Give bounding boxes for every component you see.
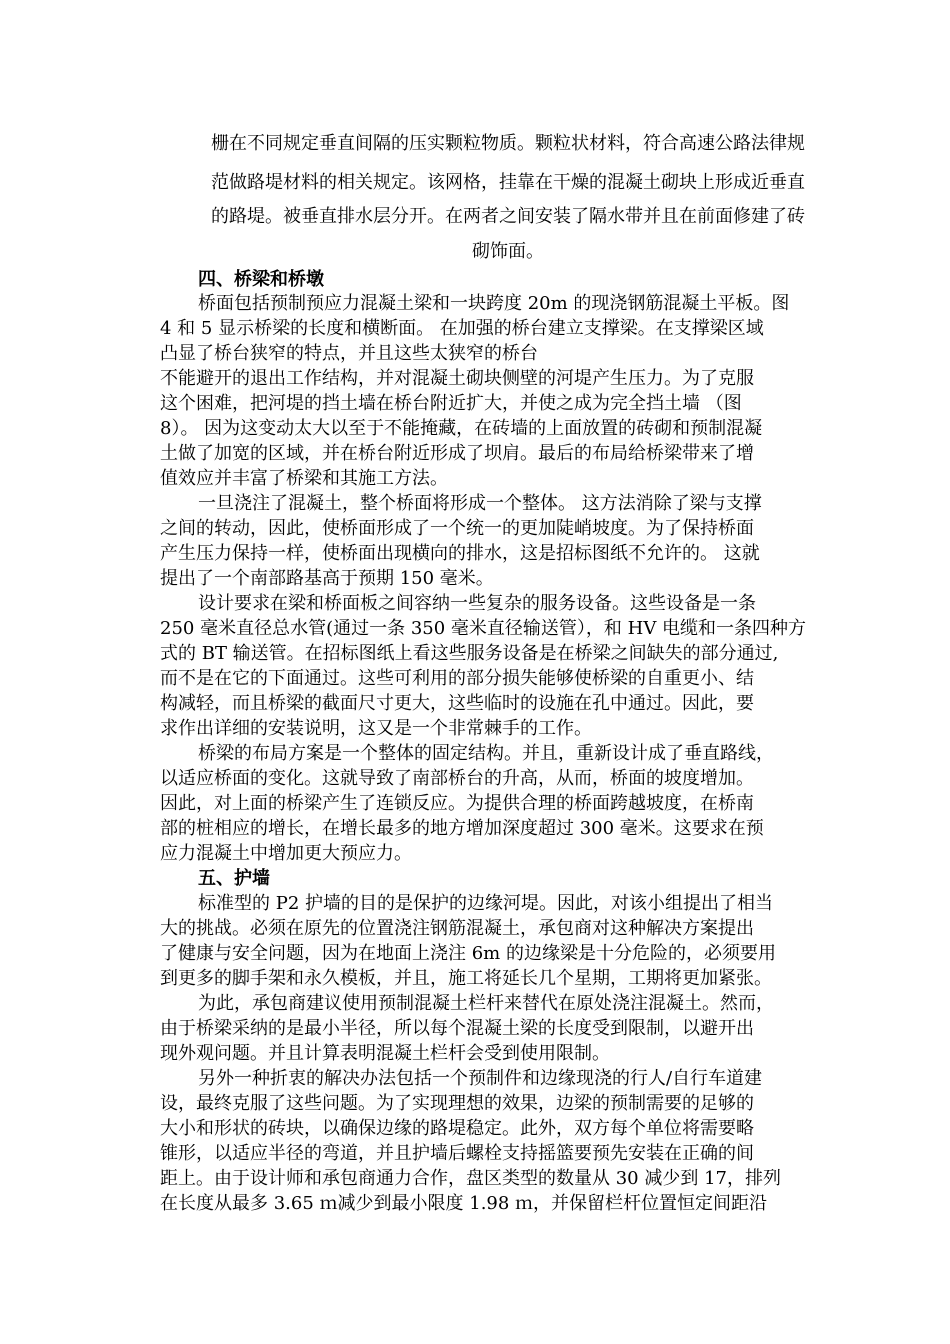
- text-line: 求作出详细的安装说明，这又是一个非常棘手的工作。: [160, 718, 592, 739]
- text-line: 标准型的 P2 护墙的目的是保护的边缘河堤。因此，对该小组提出了相当: [198, 893, 774, 914]
- text-line: 现外观问题。并且计算表明混凝土栏杆会受到使用限制。: [160, 1043, 610, 1064]
- text-line: 部的桩相应的增长，在增长最多的地方增加深度超过 300 毫米。这要求在预: [160, 818, 764, 839]
- text-line: 凸显了桥台狭窄的特点，并且这些太狭窄的桥台: [160, 343, 538, 364]
- text-line: 8）。 因为这变动太大以至于不能掩藏，在砖墙的上面放置的砖砌和预制混凝: [160, 418, 763, 439]
- text-line: 为此，承包商建议使用预制混凝土栏杆来替代在原处浇注混凝土。然而，: [198, 993, 774, 1014]
- text-line: 桥梁的布局方案是一个整体的固定结构。并且，重新设计成了垂直路线，: [198, 743, 774, 764]
- text-line: 栅在不同规定垂直间隔的压实颗粒物质。颗粒状材料，符合高速公路法律规: [211, 133, 805, 154]
- text-line: 这个困难，把河堤的挡土墙在桥台附近扩大，并使之成为完全挡土墙 （图: [160, 393, 742, 414]
- text-line: 250 毫米直径总水管(通过一条 350 毫米直径输送管），和 HV 电缆和一条四种方: [160, 618, 807, 639]
- text-line: 桥面包括预制预应力混凝土梁和一块跨度 20m 的现浇钢筋混凝土平板。图: [198, 293, 790, 314]
- text-line: 产生压力保持一样，使桥面出现横向的排水，这是招标图纸不允许的。 这就: [160, 543, 760, 564]
- text-line: 由于桥梁采纳的是最小半径，所以每个混凝土梁的长度受到限制，以避开出: [160, 1018, 754, 1039]
- text-line: 距上。由于设计师和承包商通力合作，盘区类型的数量从 30 减少到 17，排列: [160, 1168, 781, 1189]
- text-line: 大小和形状的砖块，以确保边缘的路堤稳定。此外，双方每个单位将需要略: [160, 1118, 754, 1139]
- text-line: 因此，对上面的桥梁产生了连锁反应。为提供合理的桥面跨越坡度，在桥南: [160, 793, 754, 814]
- text-line: 设，最终克服了这些问题。为了实现理想的效果，边梁的预制需要的足够的: [160, 1093, 754, 1114]
- text-line: 一旦浇注了混凝土，整个桥面将形成一个整体。 这方法消除了梁与支撑: [198, 493, 762, 514]
- text-line: 不能避开的退出工作结构，并对混凝土砌块侧壁的河堤产生压力。为了克服: [160, 368, 754, 389]
- text-line: 在长度从最多 3.65 ｍ减少到最小限度 1.98 ｍ，并保留栏杆位置恒定间距沿: [160, 1193, 768, 1214]
- text-line: 以适应桥面的变化。这就导致了南部桥台的升高，从而，桥面的坡度增加。: [160, 768, 754, 789]
- text-line: 而不是在它的下面通过。这些可利用的部分损失能够使桥梁的自重更小、结: [160, 668, 754, 689]
- text-line: 土做了加宽的区域，并在桥台附近形成了坝肩。最后的布局给桥梁带来了增: [160, 443, 754, 464]
- text-line: 了健康与安全问题，因为在地面上浇注 6m 的边缘梁是十分危险的，必须要用: [160, 943, 776, 964]
- text-line: 大的挑战。必须在原先的位置浇注钢筋混凝土，承包商对这种解决方案提出: [160, 918, 754, 939]
- text-line: 提出了一个南部路基高于预期 150 毫米。: [160, 568, 494, 589]
- text-line: 设计要求在梁和桥面板之间容纳一些复杂的服务设备。这些设备是一条: [198, 593, 756, 614]
- text-line: 值效应并丰富了桥梁和其施工方法。: [160, 468, 448, 489]
- text-line: 另外一种折衷的解决办法包括一个预制件和边缘现浇的行人/自行车道建: [198, 1068, 763, 1089]
- text-line: 构减轻，而且桥梁的截面尺寸更大，这些临时的设施在孔中通过。因此，要: [160, 693, 754, 714]
- text-line: 的路堤。被垂直排水层分开。在两者之间安装了隔水带并且在前面修建了砖: [211, 206, 805, 227]
- text-line: 应力混凝土中增加更大预应力。: [160, 843, 412, 864]
- text-line: 锥形，以适应半径的弯道，并且护墙后螺栓支持摇篮要预先安装在正确的间: [160, 1143, 754, 1164]
- section-heading: 四、桥梁和桥墩: [198, 269, 324, 290]
- section-heading: 五、护墙: [198, 868, 270, 889]
- text-line: 砌饰面。: [472, 241, 544, 262]
- text-line: 之间的转动，因此，使桥面形成了一个统一的更加陡峭坡度。为了保持桥面: [160, 518, 754, 539]
- text-line: 范做路堤材料的相关规定。该网格，挂靠在干燥的混凝土砌块上形成近垂直: [211, 172, 805, 193]
- text-line: 式的 BT 输送管。在招标图纸上看这些服务设备是在桥梁之间缺失的部分通过,: [160, 643, 779, 664]
- text-line: 4 和 5 显示桥梁的长度和横断面。 在加强的桥台建立支撑梁。在支撑梁区域: [160, 318, 764, 339]
- text-line: 到更多的脚手架和永久模板，并且，施工将延长几个星期，工期将更加紧张。: [160, 968, 772, 989]
